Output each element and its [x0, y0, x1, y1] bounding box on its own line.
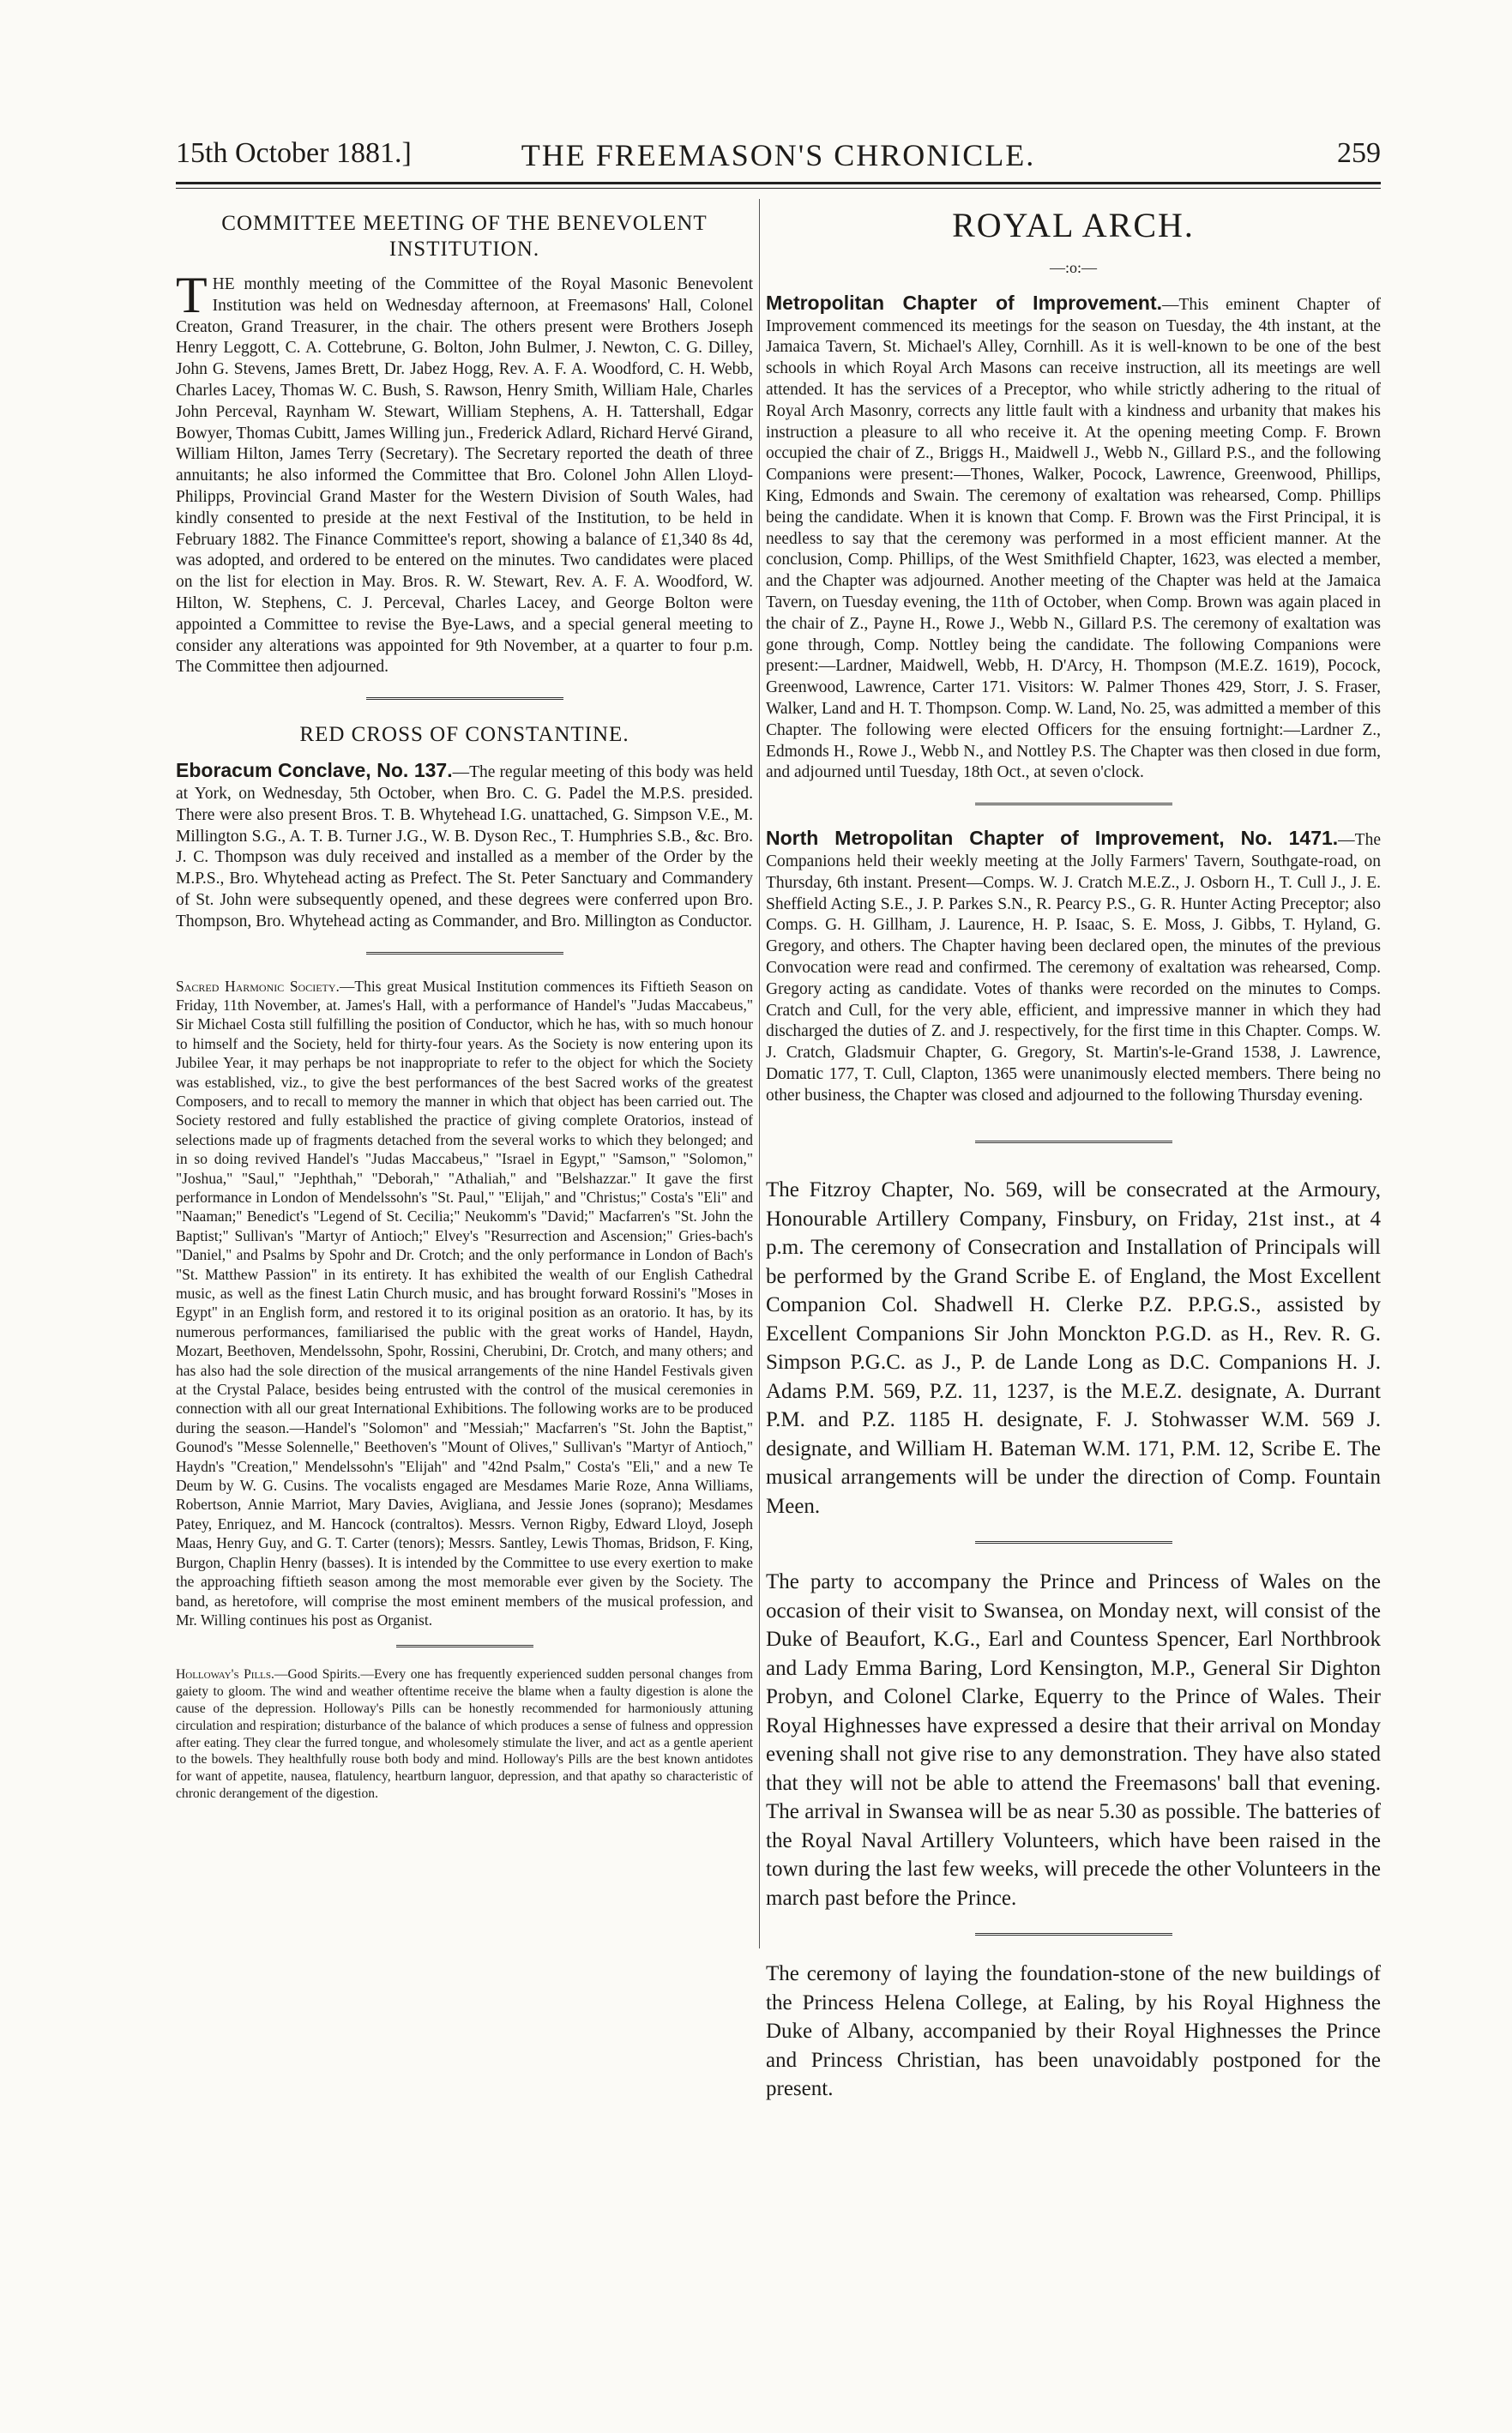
royal-arch-heading: ROYAL ARCH. — [952, 206, 1195, 244]
metro-article — [766, 292, 1381, 784]
harmonic-lead: Sacred Harmonic Society. — [176, 977, 340, 995]
section-separator — [396, 1645, 533, 1651]
left-column — [176, 206, 753, 1808]
section-separator — [975, 1541, 1172, 1547]
redcross-article — [176, 760, 753, 932]
header-rule-thin — [176, 188, 1381, 189]
harmonic-article — [176, 977, 753, 1630]
right-column — [766, 206, 1381, 2109]
redcross-heading: RED CROSS OF CONSTANTINE. — [299, 723, 629, 747]
harmonic-body: —This great Musical Institution commences its Fiftieth Season on Friday, 11th November, at. James's Hall, with a performance of Handel's "Judas Maccabeus," Sir Michael Costa still fulfilling the position of Conductor, which he has, with so much honour to himself and the Society, held for thirty-four years. As the Society is now entering upon its Jubilee Year, it may perhaps be not inappropriate to refer to the object for which the Society was established, viz., to give the best performances of the best Sacred works of the greatest Composers, and to recall to memory the manner in which that object has been carried out. The Society restored and fully established the practice of giving complete Oratorios, instead of selections made up of fragments detached from the several works to which they belonged; and in so doing revived Handel's "Judas Maccabeus," "Israel in Egypt," "Samson," "Solomon," "Joshua," "Saul," "Jephthah," "Deborah," "Athaliah," and "Belshazzar." It gave the first performance in London of Mendelssohn's "St. Paul," "Elijah," and "Christus;" Costa's "Eli" and "Naaman;" Benedict's "Legend of St. Cecilia;" Neukomm's "David;" Macfarren's "St. John the Baptist;" Sullivan's "Martyr of Antioch;" Elvey's "Resurrection and Ascension;" Gries-bach's "Daniel," and Psalms by Spohr and Dr. Crotch; and the only performance in London of Bach's "St. Matthew Passion" in its entirety. It has exhibited the wealth of our English Cathedral music, as well as the finest Latin Church music, and has brought forward Rossini's "Moses in Egypt" in an English form, and restored it to its original position as an oratorio. It has, by its numerous performances, familiarised the public with the great works of Handel, Haydn, Mozart, Beethoven, Mendelssohn, Spohr, Rossini, Cherubini, Dr. Crotch, and many others; and has also had the sole direction of the musical arrangements of the nine Handel Festivals given at the Crystal Palace, besides being entrusted with the control of the musical ceremonies in connection with all our great International Exhibitions. The following works are to be produced during the season.—Handel's "Solomon" and "Messiah;" Macfarren's "St. John the Baptist," Gounod's "Messe Solennelle," Beethoven's "Mount of Olives," Sullivan's "Martyr of Antioch," Haydn's "Creation," Mendelssohn's "Elijah" and "42nd Psalm," Costa's "Eli," and a new Te Deum by W. G. Cusins. The vocalists engaged are Mesdames Marie Roze, Anna Williams, Robertson, Annie Marriot, Mary Davies, Avigliana, and Jessie Jones (soprano); Mesdames Patey, Enriquez, and M. Hancock (contraltos). Messrs. Vernon Rigby, Edward Lloyd, Joseph Maas, Henry Guy, and G. T. Carter (tenors); Messrs. Santley, Lewis Thomas, Bridson, F. King, Burgon, Chaplin Henry (basses). It is intended by the Committee to use every exertion to make the approaching fiftieth season among the most memorable ever given by the Society. The band, as heretofore, will comprise the most eminent members of the musical profession, and Mr. Willing continues his post as Organist. — [176, 977, 754, 1629]
holloway-lead: Holloway's Pills. — [176, 1667, 274, 1683]
page-header — [176, 137, 1381, 180]
fitzroy-article: The Fitzroy Chapter, No. 569, will be consecrated at the Armoury, Honourable Artillery Company, Finsbury, on Friday, 21st inst., at 4 p.m. The ceremony of Consecration and Installation of Principals will be performed by the Grand Scribe E. of England, the Most Excellent Companion Col. Shadwell H. Clerke P.Z. P.P.G.S., assisted by Excellent Companions Sir John Monckton P.G.D. as H., Rev. R. G. Simpson P.G.C. as J., P. de Lande Long as D.C. Companions H. J. Adams P.M. 569, P.Z. 11, 1237, is the M.E.Z. designate, A. Durrant P.M. and P.Z. 1185 H. designate, F. J. Stohwasser W.M. 569 J. designate, and William H. Bateman W.M. 171, P.M. 12, Scribe E. The musical arrangements will be under the direction of Comp. Fountain Meen. — [766, 1178, 1381, 1518]
section-separator — [975, 1933, 1172, 1939]
holloway-article — [176, 1666, 753, 1802]
committee-article: THE monthly meeting of the Committee of the Royal Masonic Benevolent Institution was held on Wednesday afternoon, at Freemasons' Hall, Colonel Creaton, Grand Treasurer, in the chair. The others present were Brothers Joseph Henry Leggott, C. A. Cottebrune, G. Bolton, John Bulmer, J. Newton, C. G. Dilley, John G. Stevens, James Brett, Dr. Jabez Hogg, Rev. A. F. A. Woodford, C. H. Webb, Charles Lacey, Thomas W. C. Bush, S. Rawson, Henry Smith, William Hale, Charles John Perceval, Raynham W. Stewart, William Stephens, A. H. Tattershall, Edgar Bowyer, Thomas Cubitt, James Willing jun., Frederick Adlard, Richard Hervé Girand, William Hilton, James Terry (Secretary). The Secretary reported the death of three annuitants; he also informed the Committee that Bro. Colonel John Allen Lloyd-Philipps, Provincial Grand Master for the Western Division of South Wales, had kindly consented to preside at the next Festival of the Institution, to be held in February 1882. The Finance Committee's report, showing a balance of £1,340 8s 4d, was adopted, and ordered to be entered on the minutes. Two candidates were placed on the list for election in May. Bros. R. W. Stewart, Rev. A. F. A. Woodford, W. Hilton, W. Stephens, C. J. Perceval, Charles Lacey, and George Bolton were appointed a Committee to revise the Bye-Laws, and a special general meeting to consider any alterations was appointed for 9th November, at a quarter to four p.m. The Committee then adjourned. — [176, 267, 753, 677]
redcross-body: —The regular meeting of this body was held at York, on Wednesday, 5th October, when Bro. C. G. Padel the M.P.S. presided. There were also present Bros. T. B. Whytehead I.G. unattached, G. Simpson V.E., M. Millington S.G., A. T. B. Turner J.G., W. B. Dyson Rec., T. Humphries S.B., &c. Bro. J. C. Thompson was duly received and installed as a member of the Order by the M.P.S., Bro. Whytehead acting as Prefect. The St. Peter Sanctuary and Commandery of St. John were subsequently opened, and these degrees were conferred upon Bro. Thompson, Bro. Whytehead acting as Commander, and Bro. Millington as Conductor. — [176, 763, 753, 930]
metro-body: —This eminent Chapter of Improvement commenced its meetings for the season on Tuesday, the 4th instant, at the Jamaica Tavern, St. Michael's Alley, Cornhill. As it is well-known to be one of the best schools in which Royal Arch Masons can receive instruction, all its meetings are well attended. It has the services of a Preceptor, who while strictly adhering to the ritual of Royal Arch Masonry, corrects any little fault with a kindness and urbanity that makes his instruction a pleasure to all who receive it. At the opening meeting Comp. F. Brown occupied the chair of Z., Briggs H., Maidwell J., Webb N., Gillard P.S., and the following Companions were present:—Thones, Walker, Pocock, Lawrence, Greenwood, Phillips, King, Edmonds and Swain. The ceremony of exaltation was rehearsed, Comp. Phillips being the candidate. When it is known that Comp. F. Brown was the First Principal, it is needless to say that the ceremony was performed in a most efficient manner. At the conclusion, Comp. Phillips, of the West Smithfield Chapter, 1623, was elected a member, and the Chapter was adjourned. Another meeting of the Chapter was held at the Jamaica Tavern, on Tuesday evening, the 11th of October, when Comp. Brown was again placed in the chair of Z., Payne H., Rowe J., Webb N., Gillard P.S. The ceremony of exaltation was gone through, Comp. Nottley being the candidate. The following Companions were present:—Lardner, Maidwell, Webb, H. D'Arcy, H. Thompson (M.E.Z. 1619), Pocock, Greenwood, Lawrence, Carter 171. Visitors: W. Palmer Thones 429, Storr, J. S. Fraser, Walker, Land and H. T. Thompson. Comp. W. Land, No. 25, was admitted a member of this Chapter. The following were elected Officers for the ensuing fortnight:—Lardner Z., Edmonds H., Rowe J., Webb N., and Nottley P.S. The Chapter was then closed in due form, and adjourned until Tuesday, 18th Oct., at seven o'clock. — [766, 295, 1381, 782]
section-separator — [366, 952, 563, 958]
section-separator — [975, 803, 1172, 809]
north-lead: North Metropolitan Chapter of Improvement, No. 1471. — [766, 827, 1339, 850]
header-rule — [176, 182, 1381, 184]
page-number: 259 — [1337, 137, 1381, 169]
north-article — [766, 828, 1381, 1106]
swansea-article: The party to accompany the Prince and Princess of Wales on the occasion of their visit to Swansea, on Monday next, will consist of the Duke of Beaufort, K.G., Earl and Countess Spencer, Earl Northbrook and Lady Emma Baring, Lord Kensington, M.P., General Sir Dighton Probyn, and Colonel Clarke, Equerry to the Prince of Wales. Their Royal Highnesses have expressed a desire that their arrival on Monday evening shall not give rise to any demonstration. They have also stated that they will not be able to attend the Freemasons' ball that evening. The arrival in Swansea will be as near 5.30 as possible. The batteries of the Royal Naval Artillery Volunteers, which have been raised in the town during the last few weeks, will precede the other Volunteers in the march past before the Prince. — [766, 1570, 1381, 1910]
committee-heading: COMMITTEE MEETING OF THE BENEVOLENT INSTITUTION. — [221, 212, 708, 261]
column-divider — [759, 199, 760, 1948]
metro-lead: Metropolitan Chapter of Improvement. — [766, 291, 1162, 314]
holloway-body: —Good Spirits.—Every one has frequently experienced sudden personal changes from gaiety to gloom. The wind and weather oftentime receive the blame when a faulty digestion is alone the cause of the depression. Holloway's Pills can be honestly recommended for harmoniously attuning circulation and respiration; disturbance of the balance of which produces a sense of fulness and oppression after eating. They clear the furred tongue, and wholesomely stimulate the liver, and act as a gentle aperient to the bowels. They healthfully rouse both body and mind. Holloway's Pills are the best known antidotes for want of appetite, nausea, flatulency, heartburn languor, depression, and that apathy so characteristic of chronic derangement of the digestion. — [176, 1667, 753, 1801]
ornament: —:o:— — [1049, 259, 1097, 276]
publication-title: THE FREEMASON'S CHRONICLE. — [521, 138, 1036, 172]
redcross-lead: Eboracum Conclave, No. 137. — [176, 759, 453, 782]
north-body: —The Companions held their weekly meeting at the Jolly Farmers' Tavern, Southgate-road, on Thursday, 6th instant. Present—Comps. W. J. Cratch M.E.Z., J. Osborn H., T. Cull J., J. E. Sheffield Acting S.E., J. P. Parkes S.N., R. Pearcy P.S., G. R. Hunter Acting Preceptor; also Comps. G. H. Gillham, J. Laurence, H. P. Isaac, S. E. Moss, J. Gibbs, T. Hyland, G. Gregory, and others. The Chapter having been declared open, the minutes of the previous Convocation were read and confirmed. The ceremony of exaltation was rehearsed, Comp. Gregory acting as candidate. Votes of thanks were recorded on the minutes to Comps. Cratch and Cull, for the very able, efficient, and impressive manner in which they had discharged the duties of Z. and J. respectively, for the first time in this Chapter. Comps. W. J. Cratch, Gladsmuir Chapter, G. Gregory, St. Martin's-le-Grand 1538, J. Lawrence, Domatic 177, T. Cull, Clapton, 1365 were unanimously elected members. There being no other business, the Chapter was closed and adjourned to the following Thursday evening. — [766, 831, 1381, 1105]
ealing-article: The ceremony of laying the foundation-stone of the new buildings of the Princess Helena College, at Ealing, by his Royal Highness the Duke of Albany, accompanied by their Royal Highnesses the Prince and Princess Christian, has been unavoidably postponed for the present. — [766, 1962, 1381, 2101]
section-separator — [975, 1141, 1172, 1147]
section-separator — [366, 697, 563, 703]
issue-date: 15th October 1881.] — [176, 137, 412, 169]
